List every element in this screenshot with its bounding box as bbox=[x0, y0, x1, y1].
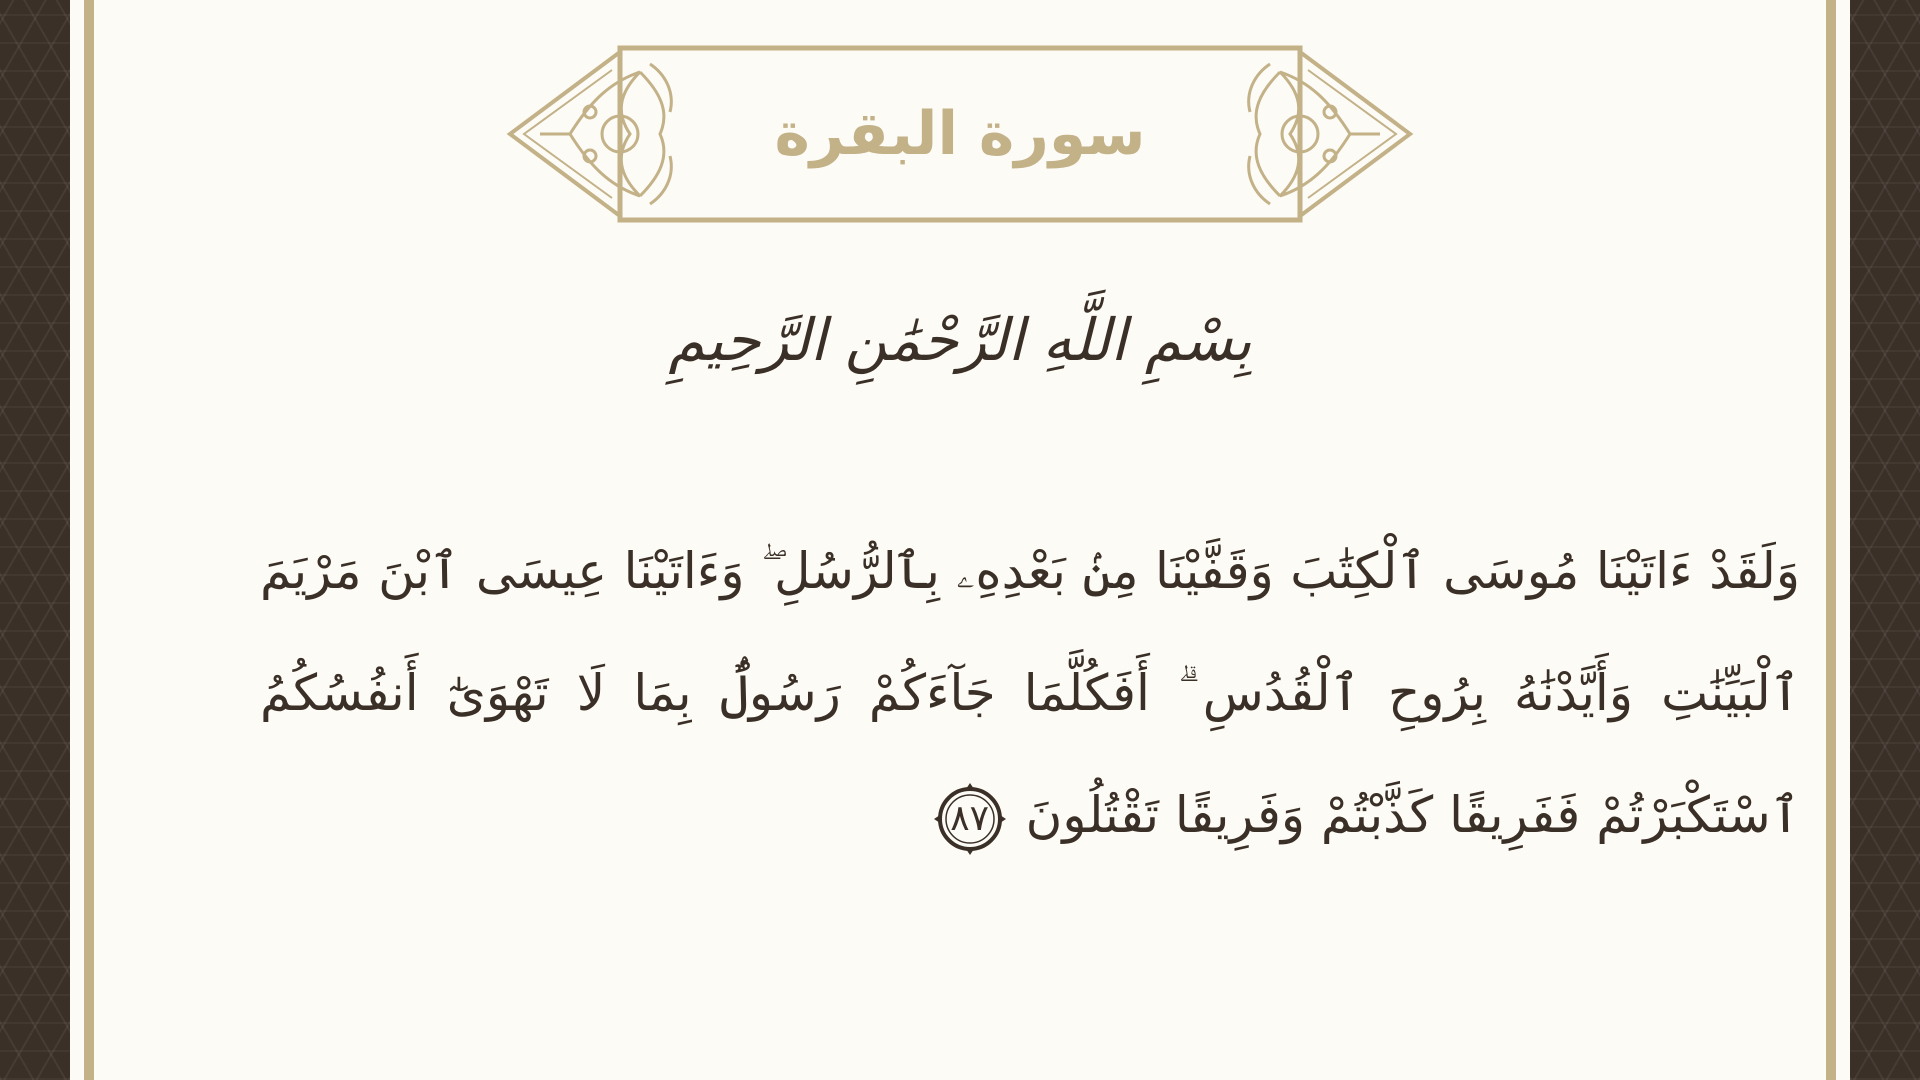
verse-text bbox=[260, 510, 1800, 876]
ayah-marker bbox=[932, 781, 1008, 857]
basmala: بِسْمِ اللَّهِ الرَّحْمَٰنِ الرَّحِيمِ bbox=[668, 306, 1252, 374]
right-gold-rule bbox=[1826, 0, 1836, 1080]
right-pattern-border bbox=[1850, 0, 1920, 1080]
ayah-number: ٨٧ bbox=[950, 797, 989, 839]
verse-body: وَلَقَدْ ءَاتَيْنَا مُوسَى ٱلْكِتَٰبَ وَقَفَّيْنَا مِنۢ بَعْدِهِۦ بِٱلرُّسُلِ ۖ وَءَاتَيْنَا عِيسَى ٱبْنَ مَرْيَمَ ٱلْبَيِّنَٰتِ وَأَيَّدْنَٰهُ بِرُوحِ ٱلْقُدُسِ ۗ أَفَكُلَّمَا جَآءَكُمْ رَسُولٌۢ بِمَا لَا تَهْوَىٰٓ أَنفُسُكُمُ ٱسْتَكْبَرْتُمْ فَفَرِيقًا كَذَّبْتُمْ وَفَرِيقًا تَقْتُلُونَ bbox=[260, 542, 1800, 844]
surah-title-frame bbox=[500, 42, 1420, 226]
left-gold-rule bbox=[84, 0, 94, 1080]
surah-title: سورة البقرة bbox=[774, 99, 1146, 169]
left-pattern-border bbox=[0, 0, 70, 1080]
